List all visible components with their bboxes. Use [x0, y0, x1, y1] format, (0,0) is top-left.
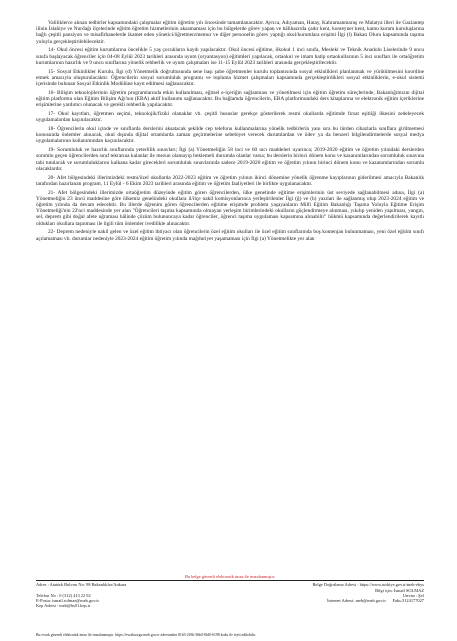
verification-address: Belge Doğrulama Adresi : https://www.turkiye.gov.tr/meb-ebys	[312, 582, 424, 588]
document-body	[36, 20, 424, 244]
address-text: Adres : Atatürk Bulvarı No: 98 Bakanlıklar/Ankara	[36, 582, 127, 588]
web-fax-group	[327, 598, 424, 603]
phone-number: Telefon No : 0 (312) 413 22 92	[36, 592, 91, 598]
kep-address: Kep Adresi : meb@hs01.kep.tr	[36, 603, 91, 609]
footer-divider	[36, 580, 424, 581]
paragraph-18: 18- Öğrencilerin okul içinde ve sınıflarda derslerini aksatacak şekilde cep telefonu kullanmalarına yönelik tedbirlerin yanı sıra bu türden cihazlarla sınıflara girilmemesi konusunda önlemler alınacak, okul dışında dijital ortamlarda zaman geçirmelerine sebebiyet verecek durumlardan ve ödev ya da benzeri bilgilendirmelerde sosyal medya uygulamalarının kullanımından kaçınılacaktır.	[36, 126, 424, 145]
paragraph-17: 17- Okul kayıtları, öğretmen seçimi, teknolojik/fiziki olanaklar vb. çeşitli hususlar gerekçe gösterilerek resmi okullarda eğitimde fırsat eşitliği ilkesini zedeleyecek uygulamalardan kaçınılacaktır.	[36, 111, 424, 124]
paragraph-19: 19- Sorumluluk ve hazırlık sınıflarında yeterlilik sınavları; İlgi (a) Yönetmeliğin 58 inci ve 60 ıncı maddeleri uyarınca; 2019-2020 eğitim ve öğretim yılındaki derslerden sorumlu geçen öğrencilerden sınıf tekrarına kalanlar ile mezun olamayıp beklemeli durumda olanlar varsa; bu derslerin birinci dönem konu ve kazanımlarından sorumluluk sınavına tabi tutulacak ve sorumluluklarını kalkana kadar girecekleri sorumluluk sınavlarında sadece 2019-2020 eğitim ve öğretim yılının birinci dönem konu ve kazanımlarından sorumlu olacaklardır.	[36, 147, 424, 172]
paragraph-16: 16- Bilişim teknolojilerinin öğretim programlarında etkin kullanılması, eğitsel e-içeriğin sağlanması ve yönetilmesi için eğitim öğretim süreçlerinde, Bakanlığımızın dijital eğitim platformu olan Eğitim Bilişim Ağı'nın (EBA) aktif kullanımı sağlanacaktır. Bu bağlamda öğrencilerin, EBA platformundaki ders kitaplarına ve elektronik eğitim içeriklerine erişimlerine yardımcı olunacak ve gerekli rehberlik yapılacaktır.	[36, 89, 424, 109]
paragraph-22: 22- Deprem nedeniyle nakil gelen ve özel eğitim ihtiyacı olan öğrencilerin özel eğitim okulları ile özel eğitim sınıflarında boş kontenjan bulunmaması, yeni özel eğitim sınıfı açılamaması vb. durumlar nedeniyle 2023-2024 eğitim öğretim yılında mağduriyet yaşamaması için İlgi (a) Yönetmelikte yer alan	[36, 229, 424, 242]
paragraph-21: 21- Afet bölgesindeki illerimizde ortaöğretim düzeyinde eğitim gören öğrencilerden, ülke genelinde eğitime erişimlerinin üst seviyede sağlanabilmesi adına, İlgi (a) Yönetmeliğin 23 üncü maddesine göre ülkemiz genelindeki okullara il/ilçe nakil komisyonlarınca yerleştirilenler İlgi (ğ) ve (h) yazıları ile sağlanmış olup 2023-2024 eğitim ve öğretim yılında da devam edecektir. Bu illerde öğrenim gören öğrencilerden eğitime erişimde problem yaşayanların Millî Eğitim Bakanlığı Taşıma Yoluyla Eğitime Erişim Yönetmeliği'nin 22'nci maddesinde yer alan "Öğrencileri taşıma kapsamında olmayan yerleşim birimlerindeki okulların güçlendirmeye alınması, yıkılıp yeniden yapılması, yangın, sel, deprem gibi doğal afete uğraması hâlinde çözüm bulununcaya kadar öğrenciler, öğrenci taşıma uygulaması kapsamına alınabilir" hükmü kapsamında değerlendirilerek kayıtlı oldukları okullara taşınması ile ilgili tüm önlemler ivedilikle alınacaktır.	[36, 189, 424, 227]
verification-line: Bu evrak güvenli elektronik imza ile imzalanmıştır. https://evraksorgu.meb.gov.tr adresinden 8163-2f0b-36b0-8fd0-6198 kodu ile teyit edilebilir.	[36, 633, 257, 637]
document-footer	[36, 574, 424, 637]
paragraph-14: 14- Okul öncesi eğitim kurumlarına öncelikle 5 yaş çocukların kaydı yapılacaktır. Okul öncesi eğitime, ilkokul 1 inci sınıfa, Mesleki ve Teknik Anadolu Liselerinde 9 uncu sınıfa başlayacak öğrenciler için 04-08 Eylül 2023 tarihleri arasında uyum (oryantasyon) eğitimleri yapılacak, ortaokul ve imam hatip ortaokullarının 5 inci sınıfları ile ortaöğretim kurumlarının hazırlık ve 9 uncu sınıflarına yönelik rehberlik ve uyum çalışmaları ise 11-15 Eylül 2023 tarihleri arasında gerçekleştirilecektir.	[36, 47, 424, 66]
footer-row-kep	[36, 603, 424, 608]
email-address: E-Posta: ismail.solmaz@meb.gov.tr	[36, 598, 100, 604]
paragraph-20: 20- Afet bölgesindeki illerimizdeki resmi/özel okullarda 2022-2023 eğitim ve öğretim yılının ikinci dönemine yönelik öğrenme kayıplarının giderilmesi amacıyla Bakanlık tarafından hazırlanan program, 11 Eylül - 6 Ekim 2023 tarihleri arasında eğitim ve öğretim faaliyetleri ile birlikte uygulanacaktır.	[36, 174, 424, 187]
contact-info: Bilgi için: İsmail SOLMAZ	[375, 587, 424, 593]
paragraph-continuation: Valiliklerce alınan tedbirler kapsamındaki çalışmalar eğitim öğretim yılı öncesinde tamamlanacaktır. Ayrıca, Adıyaman, Hatay, Kahramanmaraş ve Malatya illeri ile Gaziantep ilinin İslahiye ve Nurdağı ilçelerinde eğitim öğretim hizmetlerinin aksamaması için bu bölgelerde görev yapan ve hâlihazırda çadır kent, konteyner kent, kamu kurum kuruluşlarına bağlı çeşitli pansiyon ve misafirhanelerde ikamet eden yönetici/öğretmen/memur ve diğer personelin görev yaptığı okul/kurumlara erişimi İlgi (l) Bakan Oluru kapsamında taşıma yoluyla gerçekleştirilebilecektir.	[36, 20, 424, 45]
title-info: Unvan : Şef	[403, 592, 424, 598]
esignature-notice: Bu belge güvenli elektronik imza ile imzalanmıştır.	[184, 574, 276, 579]
fax-number: Faks:3124177027	[392, 598, 424, 604]
paragraph-15: 15- Sosyal Etkinlikler Kurulu, İlgi (d) Yönetmelik doğrultusunda sene başı şube öğretmenler kurulu toplantısında sosyal etkinlikleri planlanmak ve yürütülmesini koordine etmek amacıyla oluşturulacaktır. Öğrencilerin sosyal sorumluluk programı ve topluma hizmet çalışmaları kapsamında gerçekleştirdikleri sosyal etkinliklerin, e-okul sistemi içerisinde bulunan Sosyal Etkinlik Modülüne kayıt edilmesi sağlanacaktır.	[36, 68, 424, 88]
web-address: İnternet Adresi: meb@meb.gov.tr	[327, 598, 386, 604]
